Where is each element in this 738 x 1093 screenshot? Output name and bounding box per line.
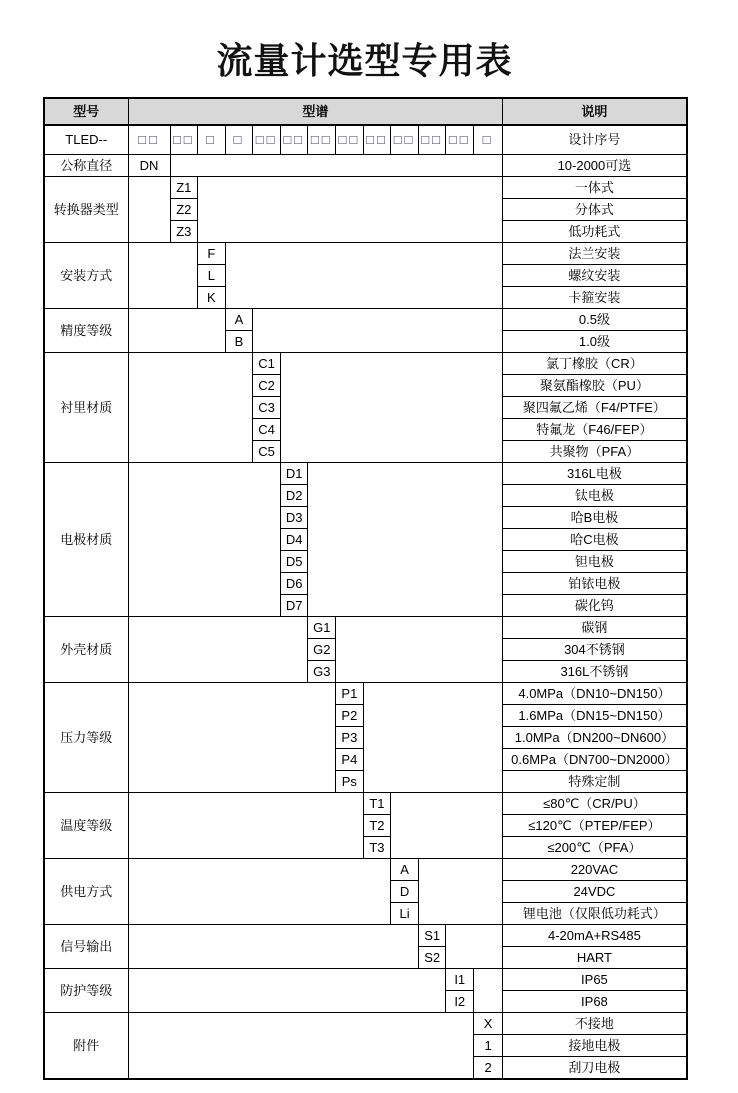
empty-cell-left <box>128 969 446 1013</box>
spectrum-box-cell-10: □□ <box>391 125 419 155</box>
section-label: 外壳材质 <box>44 617 128 683</box>
header-description: 说明 <box>503 98 687 125</box>
option-code-cell: T1 <box>363 793 391 815</box>
option-code-cell: C3 <box>253 397 281 419</box>
spectrum-box-cell-2: □□ <box>170 125 198 155</box>
option-desc-cell: 316L电极 <box>503 463 687 485</box>
option-code-cell: Z1 <box>170 177 198 199</box>
empty-cell-right <box>170 155 503 177</box>
option-desc-cell: ≤80℃（CR/PU） <box>503 793 687 815</box>
spectrum-box-cell-12: □□ <box>446 125 474 155</box>
empty-cell-left <box>128 177 170 243</box>
option-desc-cell: 0.6MPa（DN700~DN2000） <box>503 749 687 771</box>
section-label: 防护等级 <box>44 969 128 1013</box>
section-row <box>44 243 687 265</box>
empty-cell-right <box>391 793 503 859</box>
option-desc-cell: 哈B电极 <box>503 507 687 529</box>
option-code-cell: Ps <box>336 771 364 793</box>
empty-cell-left <box>128 925 418 969</box>
empty-cell-right <box>225 243 502 309</box>
empty-cell-right <box>418 859 502 925</box>
option-desc-cell: 一体式 <box>503 177 687 199</box>
option-code-cell: C4 <box>253 419 281 441</box>
option-desc-cell: 氯丁橡胶（CR） <box>503 353 687 375</box>
option-desc-cell: 0.5级 <box>503 309 687 331</box>
option-code-cell: G1 <box>308 617 336 639</box>
option-code-cell: D5 <box>280 551 308 573</box>
option-desc-cell: 卡箍安装 <box>503 287 687 309</box>
option-desc-cell: 锂电池（仅限低功耗式） <box>503 903 687 925</box>
option-desc-cell: 1.0MPa（DN200~DN600） <box>503 727 687 749</box>
empty-cell-right <box>308 463 503 617</box>
section-row <box>44 463 687 485</box>
section-row <box>44 155 687 177</box>
empty-cell-right <box>280 353 502 463</box>
option-code-cell: B <box>225 331 253 353</box>
section-row <box>44 617 687 639</box>
option-desc-cell: IP65 <box>503 969 687 991</box>
spectrum-box-cell-8: □□ <box>336 125 364 155</box>
option-desc-cell: 4-20mA+RS485 <box>503 925 687 947</box>
empty-cell-right <box>474 969 503 1013</box>
option-desc-cell: 特殊定制 <box>503 771 687 793</box>
option-desc-cell: HART <box>503 947 687 969</box>
section-row <box>44 177 687 199</box>
option-code-cell: P1 <box>336 683 364 705</box>
section-row <box>44 793 687 815</box>
option-desc-cell: 24VDC <box>503 881 687 903</box>
option-code-cell: P2 <box>336 705 364 727</box>
option-code-cell: D6 <box>280 573 308 595</box>
option-desc-cell: 钽电极 <box>503 551 687 573</box>
header-model: 型号 <box>44 98 128 125</box>
spectrum-box-cell-1: □□ <box>128 125 170 155</box>
option-code-cell: A <box>391 859 419 881</box>
option-desc-cell: ≤200℃（PFA） <box>503 837 687 859</box>
option-desc-cell: 聚氨酯橡胶（PU） <box>503 375 687 397</box>
spectrum-box-cell-13: □ <box>474 125 503 155</box>
option-code-cell: D <box>391 881 419 903</box>
option-desc-cell: 304不锈钢 <box>503 639 687 661</box>
option-desc-cell: 聚四氟乙烯（F4/PTFE） <box>503 397 687 419</box>
option-desc-cell: 分体式 <box>503 199 687 221</box>
option-desc-cell: 共聚物（PFA） <box>503 441 687 463</box>
option-code-cell: P3 <box>336 727 364 749</box>
table-body <box>44 155 687 1080</box>
option-code-cell: DN <box>128 155 170 177</box>
spectrum-box-cell-9: □□ <box>363 125 391 155</box>
design-serial-label: 设计序号 <box>503 125 687 155</box>
option-desc-cell: 刮刀电极 <box>503 1057 687 1080</box>
section-label: 公称直径 <box>44 155 128 177</box>
option-code-cell: D1 <box>280 463 308 485</box>
section-row <box>44 309 687 331</box>
section-label: 附件 <box>44 1013 128 1080</box>
spectrum-box-cell-4: □ <box>225 125 253 155</box>
empty-cell-right <box>363 683 503 793</box>
model-row <box>44 125 687 155</box>
section-label: 供电方式 <box>44 859 128 925</box>
option-code-cell: 1 <box>474 1035 503 1057</box>
empty-cell-left <box>128 243 198 309</box>
option-code-cell: Z3 <box>170 221 198 243</box>
spectrum-box-cell-7: □□ <box>308 125 336 155</box>
option-code-cell: F <box>198 243 226 265</box>
option-code-cell: G3 <box>308 661 336 683</box>
empty-cell-right <box>446 925 503 969</box>
option-desc-cell: 10-2000可选 <box>503 155 687 177</box>
section-label: 转换器类型 <box>44 177 128 243</box>
option-code-cell: X <box>474 1013 503 1035</box>
empty-cell-left <box>128 859 391 925</box>
option-code-cell: D2 <box>280 485 308 507</box>
option-desc-cell: 碳钢 <box>503 617 687 639</box>
empty-cell-right <box>336 617 503 683</box>
section-label: 精度等级 <box>44 309 128 353</box>
empty-cell-left <box>128 353 253 463</box>
section-label: 压力等级 <box>44 683 128 793</box>
option-desc-cell: IP68 <box>503 991 687 1013</box>
option-code-cell: S2 <box>418 947 446 969</box>
option-desc-cell: 4.0MPa（DN10~DN150） <box>503 683 687 705</box>
option-code-cell: C1 <box>253 353 281 375</box>
option-code-cell: T2 <box>363 815 391 837</box>
option-code-cell: D4 <box>280 529 308 551</box>
section-row <box>44 1013 687 1035</box>
option-code-cell: A <box>225 309 253 331</box>
empty-cell-right <box>253 309 503 353</box>
option-code-cell: T3 <box>363 837 391 859</box>
option-code-cell: G2 <box>308 639 336 661</box>
section-row <box>44 925 687 947</box>
option-code-cell: Li <box>391 903 419 925</box>
empty-cell-left <box>128 309 225 353</box>
option-desc-cell: 220VAC <box>503 859 687 881</box>
section-label: 信号输出 <box>44 925 128 969</box>
option-desc-cell: ≤120℃（PTEP/FEP） <box>503 815 687 837</box>
option-code-cell: Z2 <box>170 199 198 221</box>
section-row <box>44 353 687 375</box>
empty-cell-left <box>128 1013 474 1080</box>
option-code-cell: D3 <box>280 507 308 529</box>
option-code-cell: K <box>198 287 226 309</box>
empty-cell-right <box>198 177 503 243</box>
option-code-cell: C5 <box>253 441 281 463</box>
spectrum-box-cell-11: □□ <box>418 125 446 155</box>
model-code: TLED-- <box>44 125 128 155</box>
section-row <box>44 683 687 705</box>
option-desc-cell: 低功耗式 <box>503 221 687 243</box>
selection-table <box>43 97 688 1080</box>
option-desc-cell: 特氟龙（F46/FEP） <box>503 419 687 441</box>
option-code-cell: L <box>198 265 226 287</box>
table-header-row <box>44 98 687 125</box>
section-label: 安装方式 <box>44 243 128 309</box>
empty-cell-left <box>128 463 280 617</box>
spectrum-box-cell-3: □ <box>198 125 226 155</box>
empty-cell-left <box>128 683 336 793</box>
option-desc-cell: 铂铱电极 <box>503 573 687 595</box>
section-row <box>44 859 687 881</box>
spectrum-box-cell-6: □□ <box>280 125 308 155</box>
option-desc-cell: 碳化钨 <box>503 595 687 617</box>
empty-cell-left <box>128 617 308 683</box>
option-code-cell: D7 <box>280 595 308 617</box>
header-spectrum: 型谱 <box>128 98 503 125</box>
option-desc-cell: 螺纹安装 <box>503 265 687 287</box>
option-desc-cell: 1.0级 <box>503 331 687 353</box>
option-code-cell: P4 <box>336 749 364 771</box>
section-label: 电极材质 <box>44 463 128 617</box>
option-desc-cell: 316L不锈钢 <box>503 661 687 683</box>
option-desc-cell: 法兰安装 <box>503 243 687 265</box>
page-title: 流量计选型专用表 <box>216 40 513 81</box>
spectrum-box-cell-5: □□ <box>253 125 281 155</box>
option-desc-cell: 1.6MPa（DN15~DN150） <box>503 705 687 727</box>
section-row <box>44 969 687 991</box>
option-code-cell: I1 <box>446 969 474 991</box>
option-desc-cell: 接地电极 <box>503 1035 687 1057</box>
empty-cell-left <box>128 793 363 859</box>
option-code-cell: S1 <box>418 925 446 947</box>
section-label: 衬里材质 <box>44 353 128 463</box>
section-label: 温度等级 <box>44 793 128 859</box>
option-desc-cell: 钛电极 <box>503 485 687 507</box>
option-code-cell: I2 <box>446 991 474 1013</box>
option-desc-cell: 哈C电极 <box>503 529 687 551</box>
option-desc-cell: 不接地 <box>503 1013 687 1035</box>
option-code-cell: C2 <box>253 375 281 397</box>
option-code-cell: 2 <box>474 1057 503 1080</box>
